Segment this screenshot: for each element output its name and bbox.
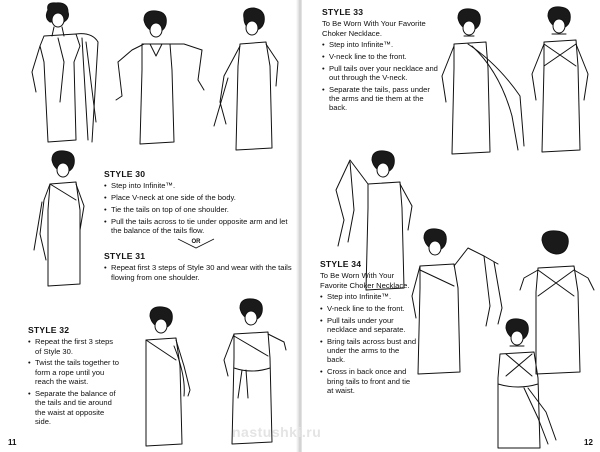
style-30-step-3: • Tie the tails on top of one shoulder.: [104, 205, 294, 214]
page-number-right: 12: [584, 438, 593, 447]
style-33-step-2: • V-neck line to the front.: [322, 52, 440, 61]
style-33-step-4: • Separate the tails, pass under the arms and tie them at the back.: [322, 85, 440, 113]
style-30-steps: [104, 181, 294, 235]
style-34-title: STYLE 34: [320, 259, 362, 269]
style-32-title: STYLE 32: [28, 325, 70, 335]
style-34-block: [320, 260, 418, 398]
style-32-block: [28, 326, 120, 429]
style-33-subtitle: To Be Worn With Your Favorite Choker Necklace.: [322, 19, 426, 38]
style-33-block: [322, 8, 440, 115]
style-30-step-1: • Step into Infinite™.: [104, 181, 294, 190]
style-33-title: STYLE 33: [322, 7, 364, 17]
right-page: [302, 0, 600, 452]
style-33-step-1: • Step into Infinite™.: [322, 40, 440, 49]
style-30-step-4: • Pull the tails across to tie under opposite arm and let the balance of the tails flow.: [104, 217, 294, 236]
figure-style-33-finished: [522, 4, 598, 154]
style-31-steps: [104, 263, 294, 282]
figure-style-33-pulling: [428, 6, 528, 156]
or-label: OR: [191, 239, 201, 245]
style-33-step-3: • Pull tails over your necklace and out through the V-neck.: [322, 64, 440, 83]
style-31-block: [104, 252, 294, 284]
style-34-subtitle: To Be Worn With Your Favorite Choker Necklace.: [320, 271, 410, 290]
style-34-step-5: • Cross in back once and bring tails to front and tie at waist.: [320, 367, 418, 395]
style-34-steps: [320, 292, 418, 395]
figure-style-30: [30, 150, 100, 288]
style-34-step-2: • V-neck line to the front.: [320, 304, 418, 313]
style-30-title: STYLE 30: [104, 169, 146, 179]
style-30-step-2: • Place V-neck at one side of the body.: [104, 193, 294, 202]
style-32-steps: [28, 337, 120, 426]
style-32-step-1: • Repeat the first 3 steps of Style 30.: [28, 337, 120, 356]
style-31-step-1: • Repeat first 3 steps of Style 30 and wear with the tails flowing from one shoulder.: [104, 263, 294, 282]
style-34-step-3: • Pull tails under your necklace and separate.: [320, 316, 418, 335]
style-32-step-2: • Twist the tails together to form a rope until you reach the waist.: [28, 358, 120, 386]
figure-style-32-twist: [124, 306, 206, 448]
style-33-steps: [322, 40, 440, 113]
style-34-step-1: • Step into Infinite™.: [320, 292, 418, 301]
style-30-block: [104, 170, 294, 238]
figure-holding-tails: [114, 10, 210, 150]
or-divider: [176, 238, 216, 249]
style-32-step-3: • Separate the balance of the tails and tie around the waist at opposite side.: [28, 389, 120, 426]
watermark: nastushki.ru: [232, 424, 322, 440]
left-page: [0, 0, 298, 452]
style-31-title: STYLE 31: [104, 251, 146, 261]
figure-wrap-shoulder: [18, 2, 104, 144]
figure-side-view: [206, 6, 296, 154]
page-number-left: 11: [8, 438, 17, 447]
figure-style-34-finished: [476, 318, 568, 450]
style-34-step-4: • Bring tails across bust and under the arms to the back.: [320, 337, 418, 365]
